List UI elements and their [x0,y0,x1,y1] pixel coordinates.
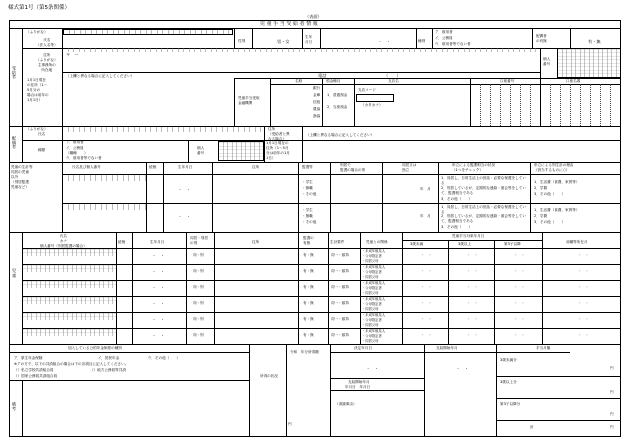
child-kango-selector[interactable]: 有・無 [303,333,314,337]
recipient-name-field[interactable] [63,35,233,48]
form-number: 様式第1号（第5条関係） [8,5,70,11]
co-row2-status-2[interactable]: 2．別居しているが、定期的な連絡・面会等をしていて、監護相当である [441,214,526,223]
co-row2-kango-student[interactable]: ・学生 [302,208,313,212]
spouse-furigana-label: （ふりがな） [26,127,48,131]
over3-label: 3歳以上分 [500,380,517,384]
spouse-number-label: 個人 番号 [197,146,205,155]
reason-label: （消滅事由） [335,402,357,406]
child-rel-guardian[interactable]: ・未成年後見人 [362,329,386,333]
page-side-label: （表面） [305,14,322,19]
child-third-date[interactable]: ・ ・ [514,253,525,257]
child-birth-field[interactable]: ・ ・ [152,285,165,290]
child-prev-date[interactable]: ・ ・ [578,285,589,289]
third-label: 第3子以降分 [500,402,521,406]
co-row2-status-3[interactable]: 3．その他（ ） [441,225,473,229]
child-under3-date[interactable]: ・ ・ [421,301,432,305]
child-over3-date[interactable]: ・ ・ [467,301,478,305]
co-header-reason: 申立による別生計の理由 （該当するものに○） [534,163,574,172]
my-number-label: 個人 番号 [543,57,551,66]
child-over3-date[interactable]: ・ ・ [467,333,478,337]
children-other-side-label: 児童の生計等 同居の児童 以外 （別居監護 児童など） [11,165,33,189]
child-number-field[interactable] [23,249,116,256]
child-row-divider [22,264,621,265]
co-header-dokyo: 同居又は 独立 [402,163,417,172]
bank-name-col: 名称 [295,79,303,83]
under3-label: 3歳未満分 [500,358,517,362]
cm-sub-over3: 3歳以上 [458,242,472,246]
spouse-type-employee[interactable]: ア．被用者 [66,140,84,144]
child-under3-date[interactable]: ・ ・ [421,253,432,257]
cm-sub-third: 第3子以降 [504,242,521,246]
branch-code-label: 支店コード [358,88,376,92]
jan-address-label: 1月1日現在 の住所（1〜 5月分の 場合は前年の 1月1日） [27,78,49,102]
child-kango-selector[interactable]: 有・無 [303,285,314,289]
child-third-date[interactable]: ・ ・ [514,285,525,289]
cm-header-target: 児童手当対象年月日 [452,234,485,238]
co-header-relation: 続柄 [149,165,157,169]
birth-date-field[interactable]: ・ ・ [378,39,391,44]
recipient-name-label: 氏名 （法人名等） [36,38,58,47]
type-option-employee[interactable]: ア．被用者 [435,30,453,34]
child-rel-designated[interactable]: ・父母指定者 [362,270,382,274]
co-header-betsu: 別居で 監護の場合の別 [340,163,366,172]
cm-header-seikei: 生計要件 [330,240,345,244]
type-label: 種別 [418,39,426,43]
pension-note: ※アの方で、以下の共済組合の場合は下の各項目に記入してください。 [14,362,129,366]
start-date-label: 支給開始年月 [436,346,458,350]
under3-yen: 円 [610,366,614,370]
birth-label: 生年 月日 [305,35,313,44]
postal-field[interactable]: 〒 ー [66,52,79,57]
type-option-other[interactable]: ウ．被用者等でない者 [435,42,471,46]
child-seikei-selector[interactable]: 同一・維持 [331,333,349,337]
child-over3-date[interactable]: ・ ・ [467,285,478,289]
co-row2-birth[interactable]: ・ ・ [178,214,191,219]
kyosai-shigaku[interactable]: （）私立学校共済組合員 [14,368,54,372]
cm-header-prev: 前職等所在月 [566,240,588,244]
child-number-field[interactable] [23,329,116,336]
spouse-exist-label: 配偶者 の有無 [536,34,547,43]
jan-address-note: （上欄と異なる場合に記入してください） [66,74,135,78]
child-dokyo-selector[interactable]: 同・別 [193,253,204,257]
child-row-divider [22,280,621,281]
spouse-type-label: 種類 [38,148,46,152]
child-rel-guardian[interactable]: ・未成年後見人 [362,249,386,253]
co-row1-status-1[interactable]: 1．同居し、日常生活上の世話・必要な保護をしている [441,176,526,185]
child-rel-guardian[interactable]: ・未成年後見人 [362,265,386,269]
allowance-label: 手当月額 [536,346,551,350]
co-header-name: 氏名及び個人番号 [72,165,101,169]
child-birth-field[interactable]: ・ ・ [152,269,165,274]
co-header-birth: 生年月日 [178,165,193,169]
child-under3-date[interactable]: ・ ・ [421,285,432,289]
pension-other[interactable]: ウ．その他（ ） [148,356,181,360]
sex-label: 性別 [238,39,246,43]
notes-label: 備考 [12,402,17,411]
cm-header-dokyo: 同居・別居 の別 [190,236,208,245]
child-over3-date[interactable]: ・ ・ [467,269,478,273]
child-under3-date[interactable]: ・ ・ [421,317,432,321]
child-seikei-selector[interactable]: 同一・維持 [331,285,349,289]
child-number-field[interactable] [23,265,116,272]
recipient-section-label: 受給者 [12,66,17,79]
type-option-civil-servant[interactable]: イ．公務員 [435,36,453,40]
child-over3-date[interactable]: ・ ・ [467,253,478,257]
start-month-field[interactable]: 年月日 年月日 [345,385,371,389]
child-prev-date[interactable]: ・ ・ [578,269,589,273]
spouse-name-label: 氏名 [38,132,46,136]
income-year-label: 令和 年分所得額 [290,350,319,354]
co-row2-name-field[interactable] [63,204,146,210]
bank-kind-nokyo[interactable]: 農協 [313,107,321,111]
co-row1-reason-1[interactable]: 1．生活費（食費、家賃等） [534,180,580,184]
bank-label: 児童手当受取 金融機関 [238,96,260,105]
child-kango-selector[interactable]: 有・無 [303,317,314,321]
child-rel-guardian[interactable]: ・未成年後見人 [362,313,386,317]
bank-type-col: 預金種目 [326,79,341,83]
co-row1-kango-none[interactable]: ・無職 [302,186,313,190]
kyosai-chiho[interactable]: （）地方公務員等共済 [90,368,126,372]
bank-account-col: 口座番号 [500,79,515,83]
child-dokyo-selector[interactable]: 同・別 [193,269,204,273]
cm-header-relation2: 児童との関係 [366,240,388,244]
over3-yen: 円 [610,390,614,394]
start-month-label: 支給開始年月 [348,380,370,384]
pension-label: 加入している公的年金制度の種別 [68,346,122,350]
child-seikei-selector[interactable]: 同一・維持 [331,301,349,305]
child-prev-date[interactable]: ・ ・ [578,317,589,321]
child-prev-date[interactable]: ・ ・ [578,333,589,337]
child-prev-date[interactable]: ・ ・ [578,301,589,305]
child-third-date[interactable]: ・ ・ [514,333,525,337]
phone-label: 電話 [318,73,327,78]
child-rel-designated[interactable]: ・父母指定者 [362,318,382,322]
cm-header-birth: 生年月日 [150,240,165,244]
spouse-type-other[interactable]: ウ．被用者等でない者 [66,156,102,160]
total-yen: 円 [610,425,614,429]
co-row2-status-1[interactable]: 1．同居し、日常生活上の世話・必要な保護をしている [441,205,526,214]
phone-field[interactable]: （ ） [384,73,401,78]
co-row1-birth[interactable]: ・ ・ [178,187,191,192]
child-dokyo-selector[interactable]: 同・別 [193,317,204,321]
child-rel-cohabit[interactable]: ・同居父母 [362,323,379,327]
child-dokyo-selector[interactable]: 同・別 [193,333,204,337]
co-row1-ym[interactable]: 年 月 [420,187,431,191]
child-row-divider [22,312,621,313]
my-number-field[interactable] [557,48,621,78]
start-date-field[interactable]: ・ ・ [456,366,469,371]
child-number-field[interactable] [23,281,116,288]
co-row1-kango-other[interactable]: ・その他 [302,192,317,196]
spouse-address-label: 住所 （受給者と異 なる場合） [268,127,290,141]
co-header-kango: 監護等 [302,165,313,169]
form-title: 児 童 手 当 受 給 者 情 報 [260,21,318,27]
spouse-name-furigana-field[interactable] [63,127,263,132]
bank-kind-bank[interactable]: 銀行 [313,86,321,90]
child-rel-guardian[interactable]: ・未成年後見人 [362,297,386,301]
spouse-exist-selector[interactable]: 有・無 [588,39,601,44]
child-row-divider [22,328,621,329]
child-rel-designated[interactable]: ・父母指定者 [362,254,382,258]
child-third-date[interactable]: ・ ・ [514,269,525,273]
child-rel-cohabit[interactable]: ・同居父母 [362,259,379,263]
bank-kind-shinkumi[interactable]: 信組 [313,100,321,104]
co-row1-kango-student[interactable]: ・学生 [302,180,313,184]
address-furigana-field[interactable] [63,48,541,52]
income-status-label: 所得の状況 [260,374,278,378]
child-number-field[interactable] [23,297,116,304]
child-seikei-selector[interactable]: 同一・維持 [331,317,349,321]
spouse-jan-label: 1月1日現在の 住所（1〜5月 分は前年の1月 1日） [266,141,290,160]
co-row2-reason-1[interactable]: 1．生活費（食費、家賃等） [534,208,580,212]
child-kango-selector[interactable]: 有・無 [303,253,314,257]
total-label: 計 [530,425,534,429]
child-seikei-selector[interactable]: 同一・維持 [331,269,349,273]
co-row2-reason-2[interactable]: 2．学費 [534,214,548,218]
child-birth-field[interactable]: ・ ・ [152,301,165,306]
co-row1-reason-3[interactable]: 3．その他（ ） [534,192,566,196]
co-header-status: 申立による監護相当の状況 （1つをチェック） [452,163,496,172]
co-header-address: 住所 [252,165,260,169]
child-rel-designated[interactable]: ・父母指定者 [362,334,382,338]
co-row2-reason-3[interactable]: 3．その他（ ） [534,220,566,224]
child-rel-cohabit[interactable]: ・同居父母 [362,307,379,311]
pension-kokumin[interactable]: イ．国民年金 [98,356,120,360]
sex-selector[interactable]: 男・女 [277,39,290,44]
child-kango-selector[interactable]: 有・無 [303,269,314,273]
third-yen: 円 [610,412,614,416]
cm-sub-under3: 3歳未満 [410,242,424,246]
pension-kosei[interactable]: ア．厚生年金保険 [14,356,43,360]
deposit-current[interactable]: 2．当座預金 [327,105,348,109]
spouse-jan-note: （上欄と異なる場合に記入してください） [306,133,375,137]
bank-holder-col: 口座名義 [566,79,581,83]
children-side-label: 児 童 [12,268,17,278]
child-birth-field[interactable]: ・ ・ [152,317,165,322]
child-dokyo-selector[interactable]: 同・別 [193,285,204,289]
co-row1-status-2[interactable]: 2．別居しているが、定期的な連絡・面会等をしていて、監護相当である [441,186,526,195]
deposit-ordinary[interactable]: 1．普通預金 [327,93,348,97]
child-birth-field[interactable]: ・ ・ [152,253,165,258]
child-third-date[interactable]: ・ ・ [514,301,525,305]
co-row1-name-field[interactable] [63,175,146,181]
spouse-number-field[interactable] [218,141,264,161]
child-rel-cohabit[interactable]: ・同居父母 [362,339,379,343]
child-over3-date[interactable]: ・ ・ [467,317,478,321]
co-row1-status-3[interactable]: 3．その他（ ） [441,197,473,201]
cm-header-relation: 続柄 [118,240,126,244]
child-birth-field[interactable]: ・ ・ [152,333,165,338]
child-kango-selector[interactable]: 有・無 [303,301,314,305]
child-third-date[interactable]: ・ ・ [514,317,525,321]
child-rel-cohabit[interactable]: ・同居父母 [362,275,379,279]
co-row2-kango-other[interactable]: ・その他 [302,220,317,224]
child-seikei-selector[interactable]: 同一・維持 [331,253,349,257]
co-row1-reason-2[interactable]: 2．学費 [534,186,548,190]
kyosai-kokka[interactable]: （）国家公務員共済組合員 [14,374,58,378]
cm-header-address: 住所 [252,240,260,244]
child-rel-cohabit[interactable]: ・同居父母 [362,291,379,295]
co-row2-ym[interactable]: 年 月 [420,214,431,218]
child-under3-date[interactable]: ・ ・ [421,333,432,337]
cm-header-kango: 監護の 有無 [303,236,314,245]
child-dokyo-selector[interactable]: 同・別 [193,301,204,305]
child-row-divider [22,296,621,297]
spouse-type-civil[interactable]: イ．公務員 （職種 ） [66,146,88,155]
child-under3-date[interactable]: ・ ・ [421,269,432,273]
child-rel-designated[interactable]: ・父母指定者 [362,286,382,290]
bank-branch-col: 支店名 [388,79,399,83]
address-label: 住所 （ふりがな） 主事務所の 所在地 [36,53,58,72]
child-rel-guardian[interactable]: ・未成年後見人 [362,281,386,285]
cm-header-name: 氏名 カナ 個人番号（別居監護の場合） [40,234,87,248]
bank-kind-gyokyo[interactable]: 漁協 [313,114,321,118]
child-rel-designated[interactable]: ・父母指定者 [362,302,382,306]
child-number-field[interactable] [23,313,116,320]
child-prev-date[interactable]: ・ ・ [578,253,589,257]
income-yen: 円 [288,422,292,426]
branch-code-field[interactable] [356,94,394,102]
co-row2-kango-none[interactable]: ・無職 [302,214,313,218]
decision-date-field[interactable]: ・ ・ [366,366,379,371]
furigana-label: （ふりがな） [26,30,48,34]
decision-date-label: 決定年月日 [354,346,372,350]
bank-kind-kinko[interactable]: 金庫 [313,93,321,97]
spouse-section-label: 配偶者 [12,136,17,149]
katakana-label: （カタカナ） [361,103,383,107]
